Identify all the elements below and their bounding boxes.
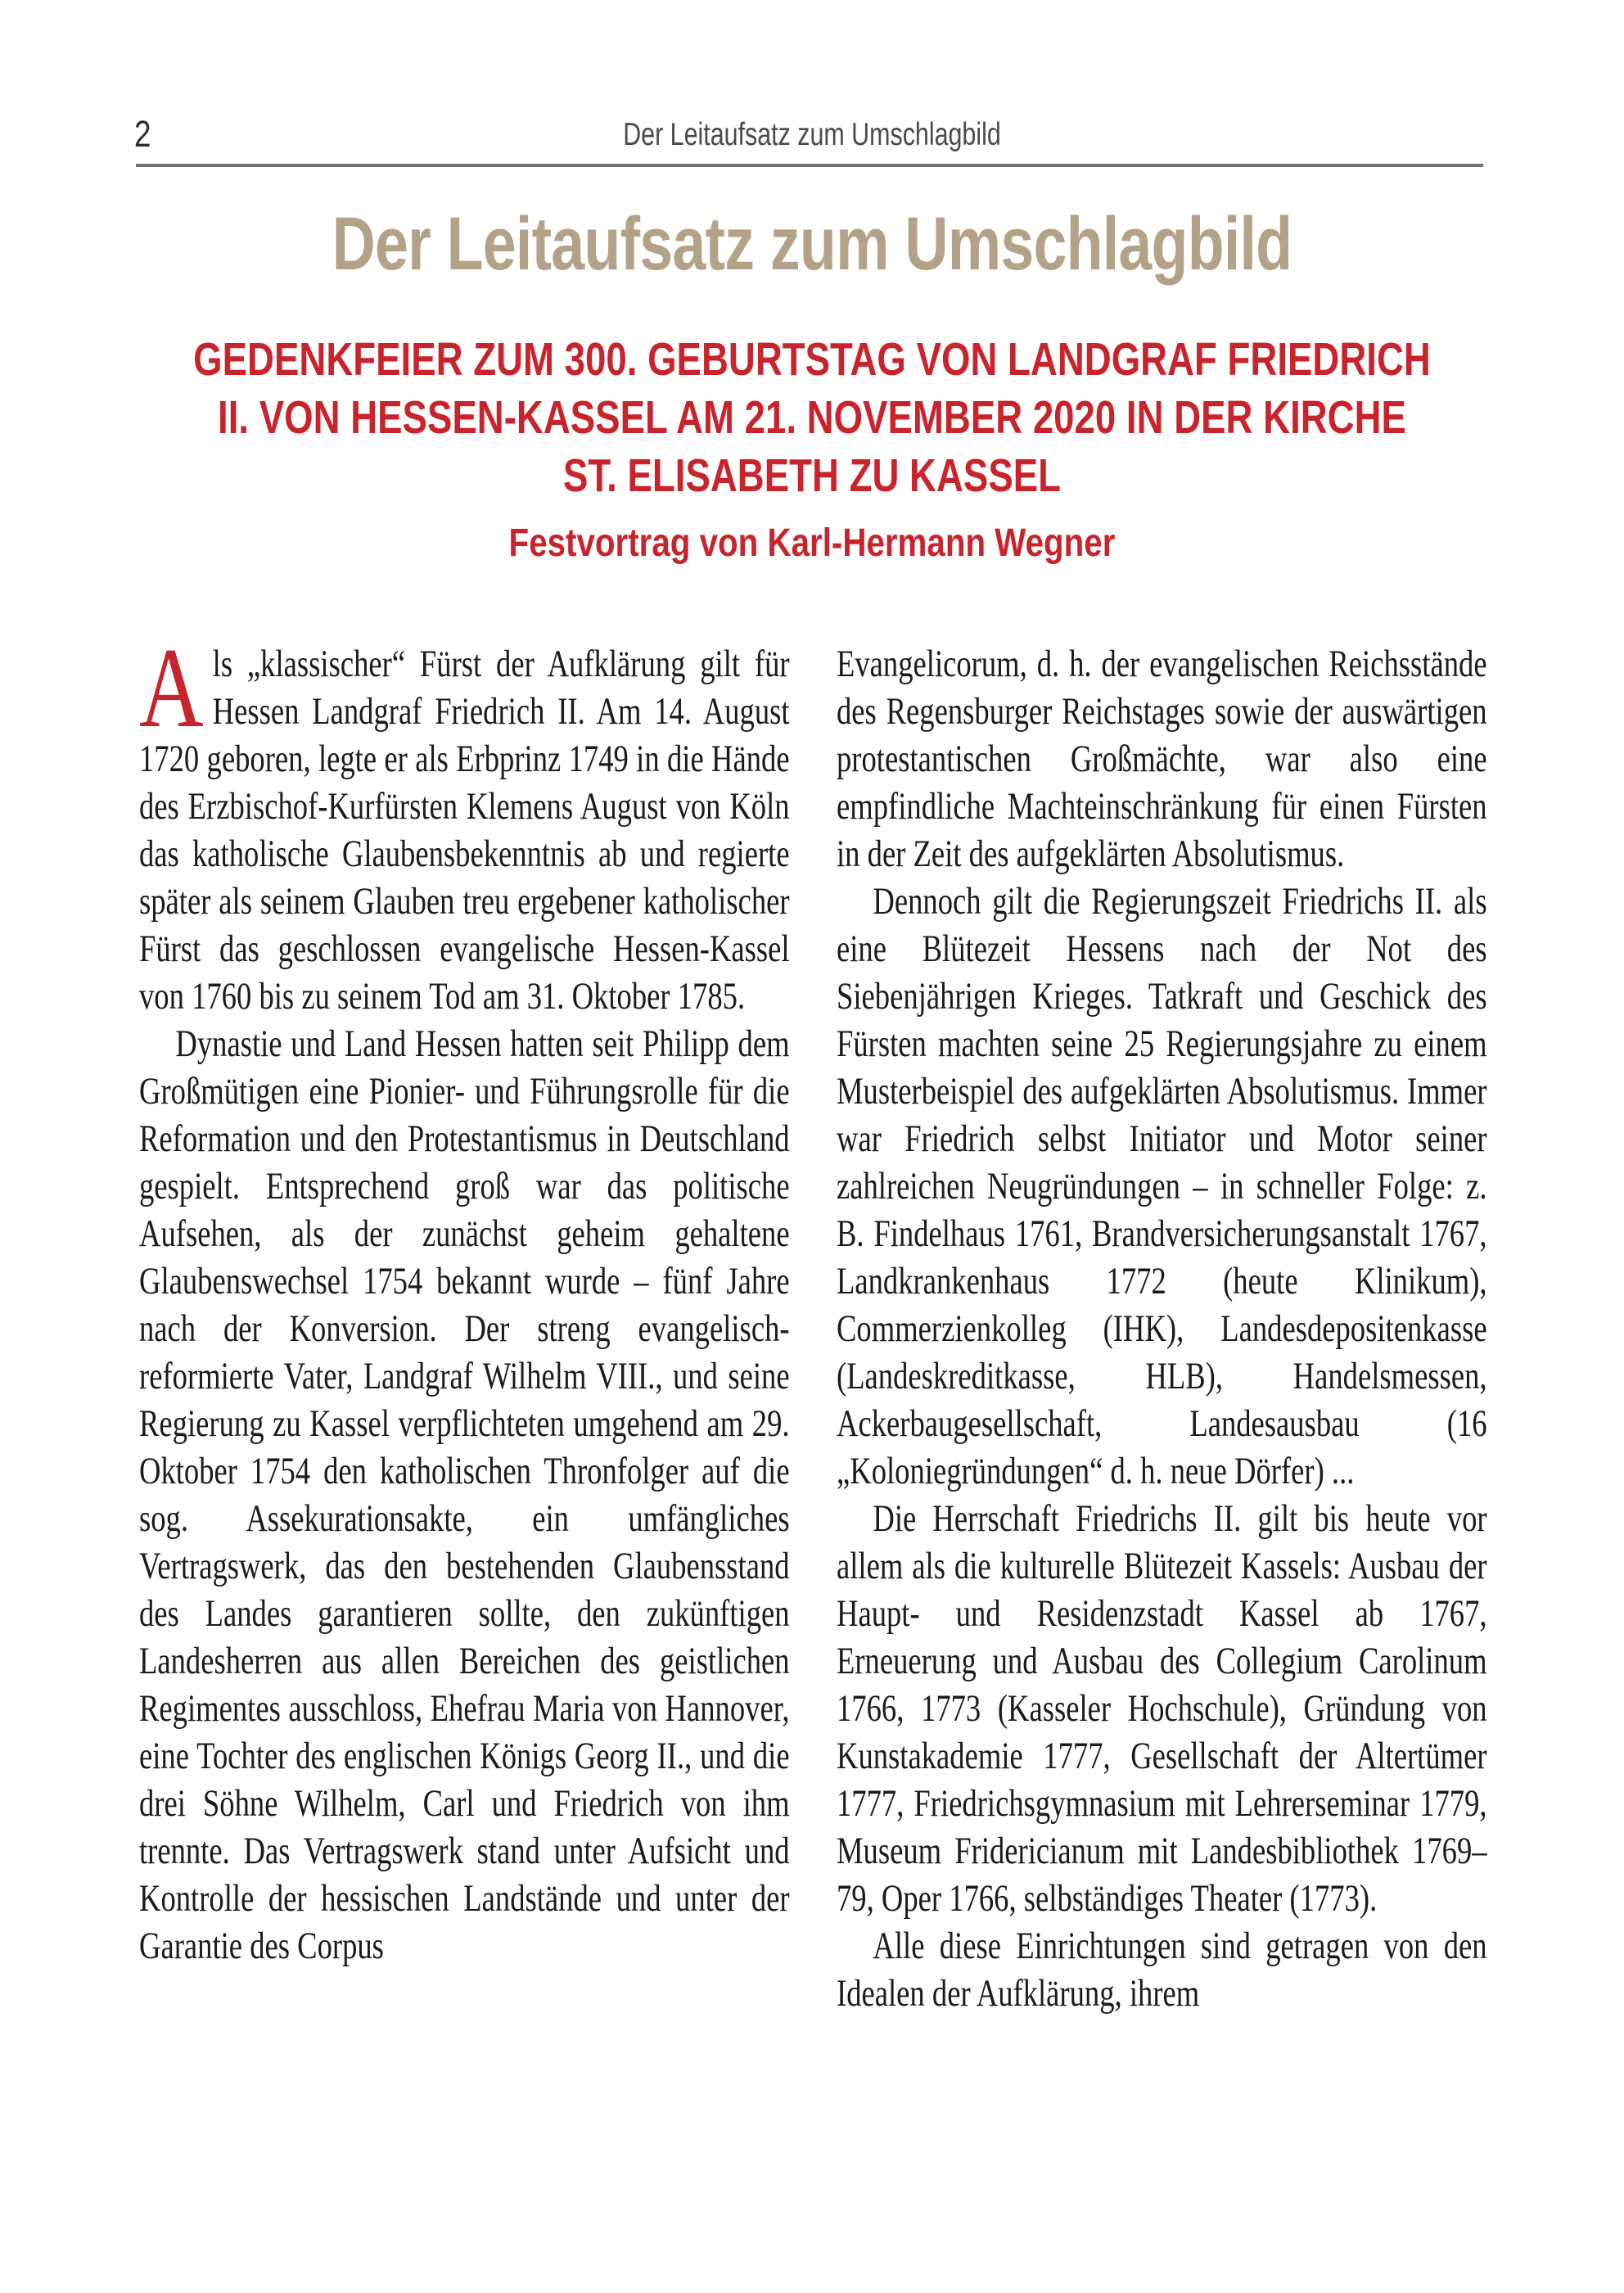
left-column	[139, 625, 790, 2017]
page-header	[134, 113, 1485, 162]
paragraph: Alle diese Einrichtungen sind getragen von den Idealen der Aufklärung, ihrem	[837, 1925, 1487, 2015]
subtitle-line-2: II. VON HESSEN-KASSEL AM 21. NOVEMBER 2020 IN DER KIRCHE	[218, 391, 1406, 444]
page-number: 2	[134, 113, 151, 155]
subtitle-line-3: ST. ELISABETH ZU KASSEL	[562, 449, 1062, 502]
article-title: Der Leitaufsatz zum Umschlagbild	[332, 202, 1292, 286]
article-subtitle	[162, 331, 1461, 505]
paragraph: Evangelicorum, d. h. der evangelischen Reichsstände des Regensburger Reichstages sowie der auswärtigen protestantischen Großmächte, war also eine empfindliche Machteinschränkung für einen Fürsten in der Zeit des aufgeklärten Absolutismus.	[837, 643, 1487, 875]
header-rule	[136, 164, 1483, 167]
paragraph: Dennoch gilt die Regierungszeit Friedrichs II. als eine Blütezeit Hessens nach der Not des Siebenjährigen Krieges. Tatkraft und Geschick des Fürsten machten seine 25 Regierungsjahre zu einem Musterbeispiel des aufgeklärten Absolutismus. Immer war Friedrich selbst Initiator und Motor seiner zahlreichen Neugründungen – in schneller Folge: z. B. Findelhaus 1761, Brandversicherungsanstalt 1767, Landkrankenhaus 1772 (heute Klinikum), Commerzienkolleg (IHK), Landesdepositenkasse (Landeskreditkasse, HLB), Handelsmessen, Ackerbaugesellschaft, Landesausbau (16 „Koloniegründungen“ d. h. neue Dörfer) ...	[837, 880, 1487, 1492]
paragraph-text: ls „klassischer“ Fürst der Aufklärung gilt für Hessen Landgraf Friedrich II. Am 14. August 1720 geboren, legte er als Erbprinz 1749 in die Hände des Erzbischof-Kurfürsten Klemens August von Köln das katholische Glaubensbekenntnis ab und regierte später als seinem Glauben treu ergebener katholischer Fürst das geschlossen evangelische Hessen-Kassel von 1760 bis zu seinem Tod am 31. Oktober 1785.	[139, 643, 790, 1018]
paragraph: Die Herrschaft Friedrichs II. gilt bis heute vor allem als die kulturelle Blütezeit Kassels: Ausbau der Haupt- und Residenzstadt Kassel ab 1767, Erneuerung und Ausbau des Collegium Carolinum 1766, 1773 (Kasseler Hochschule), Gründung von Kunstakademie 1777, Gesellschaft der Altertümer 1777, Friedrichsgymnasium mit Lehrerseminar 1779, Museum Fridericianum mit Landesbibliothek 1769–79, Oper 1766, selbständiges Theater (1773).	[837, 1497, 1487, 1920]
running-head: Der Leitaufsatz zum Umschlagbild	[623, 117, 1001, 152]
article-body	[139, 625, 1487, 2017]
subtitle-line-1: GEDENKFEIER ZUM 300. GEBURTSTAG VON LANDGRAF FRIEDRICH	[193, 333, 1431, 386]
paragraph	[139, 625, 790, 1020]
right-column	[837, 640, 1485, 2017]
paragraph: Dynastie und Land Hessen hatten seit Philipp dem Großmütigen eine Pionier- und Führungsrolle für die Reformation und den Protestantismus in Deutschland gespielt. Entsprechend groß war das politische Aufsehen, als der zunächst geheim gehaltene Glaubenswechsel 1754 bekannt wurde – fünf Jahre nach der Konversion. Der streng evangelisch-reformierte Vater, Landgraf Wilhelm VIII., und seine Regierung zu Kassel verpflichteten umgehend am 29. Oktober 1754 den katholischen Thronfolger auf die sog. Assekurationsakte, ein umfängliches Vertragswerk, das den bestehenden Glaubensstand des Landes garantieren sollte, den zukünftigen Landesherren aus allen Bereichen des geistlichen Regimentes ausschloss, Ehefrau Maria von Hannover, eine Tochter des englischen Königs Georg II., und die drei Söhne Wilhelm, Carl und Friedrich von ihm trennte. Das Vertragswerk stand unter Aufsicht und Kontrolle der hessischen Landstände und unter der Garantie des Corpus	[139, 1022, 790, 1967]
article-byline: Festvortrag von Karl-Hermann Wegner	[508, 521, 1116, 565]
drop-cap: A	[139, 625, 204, 752]
